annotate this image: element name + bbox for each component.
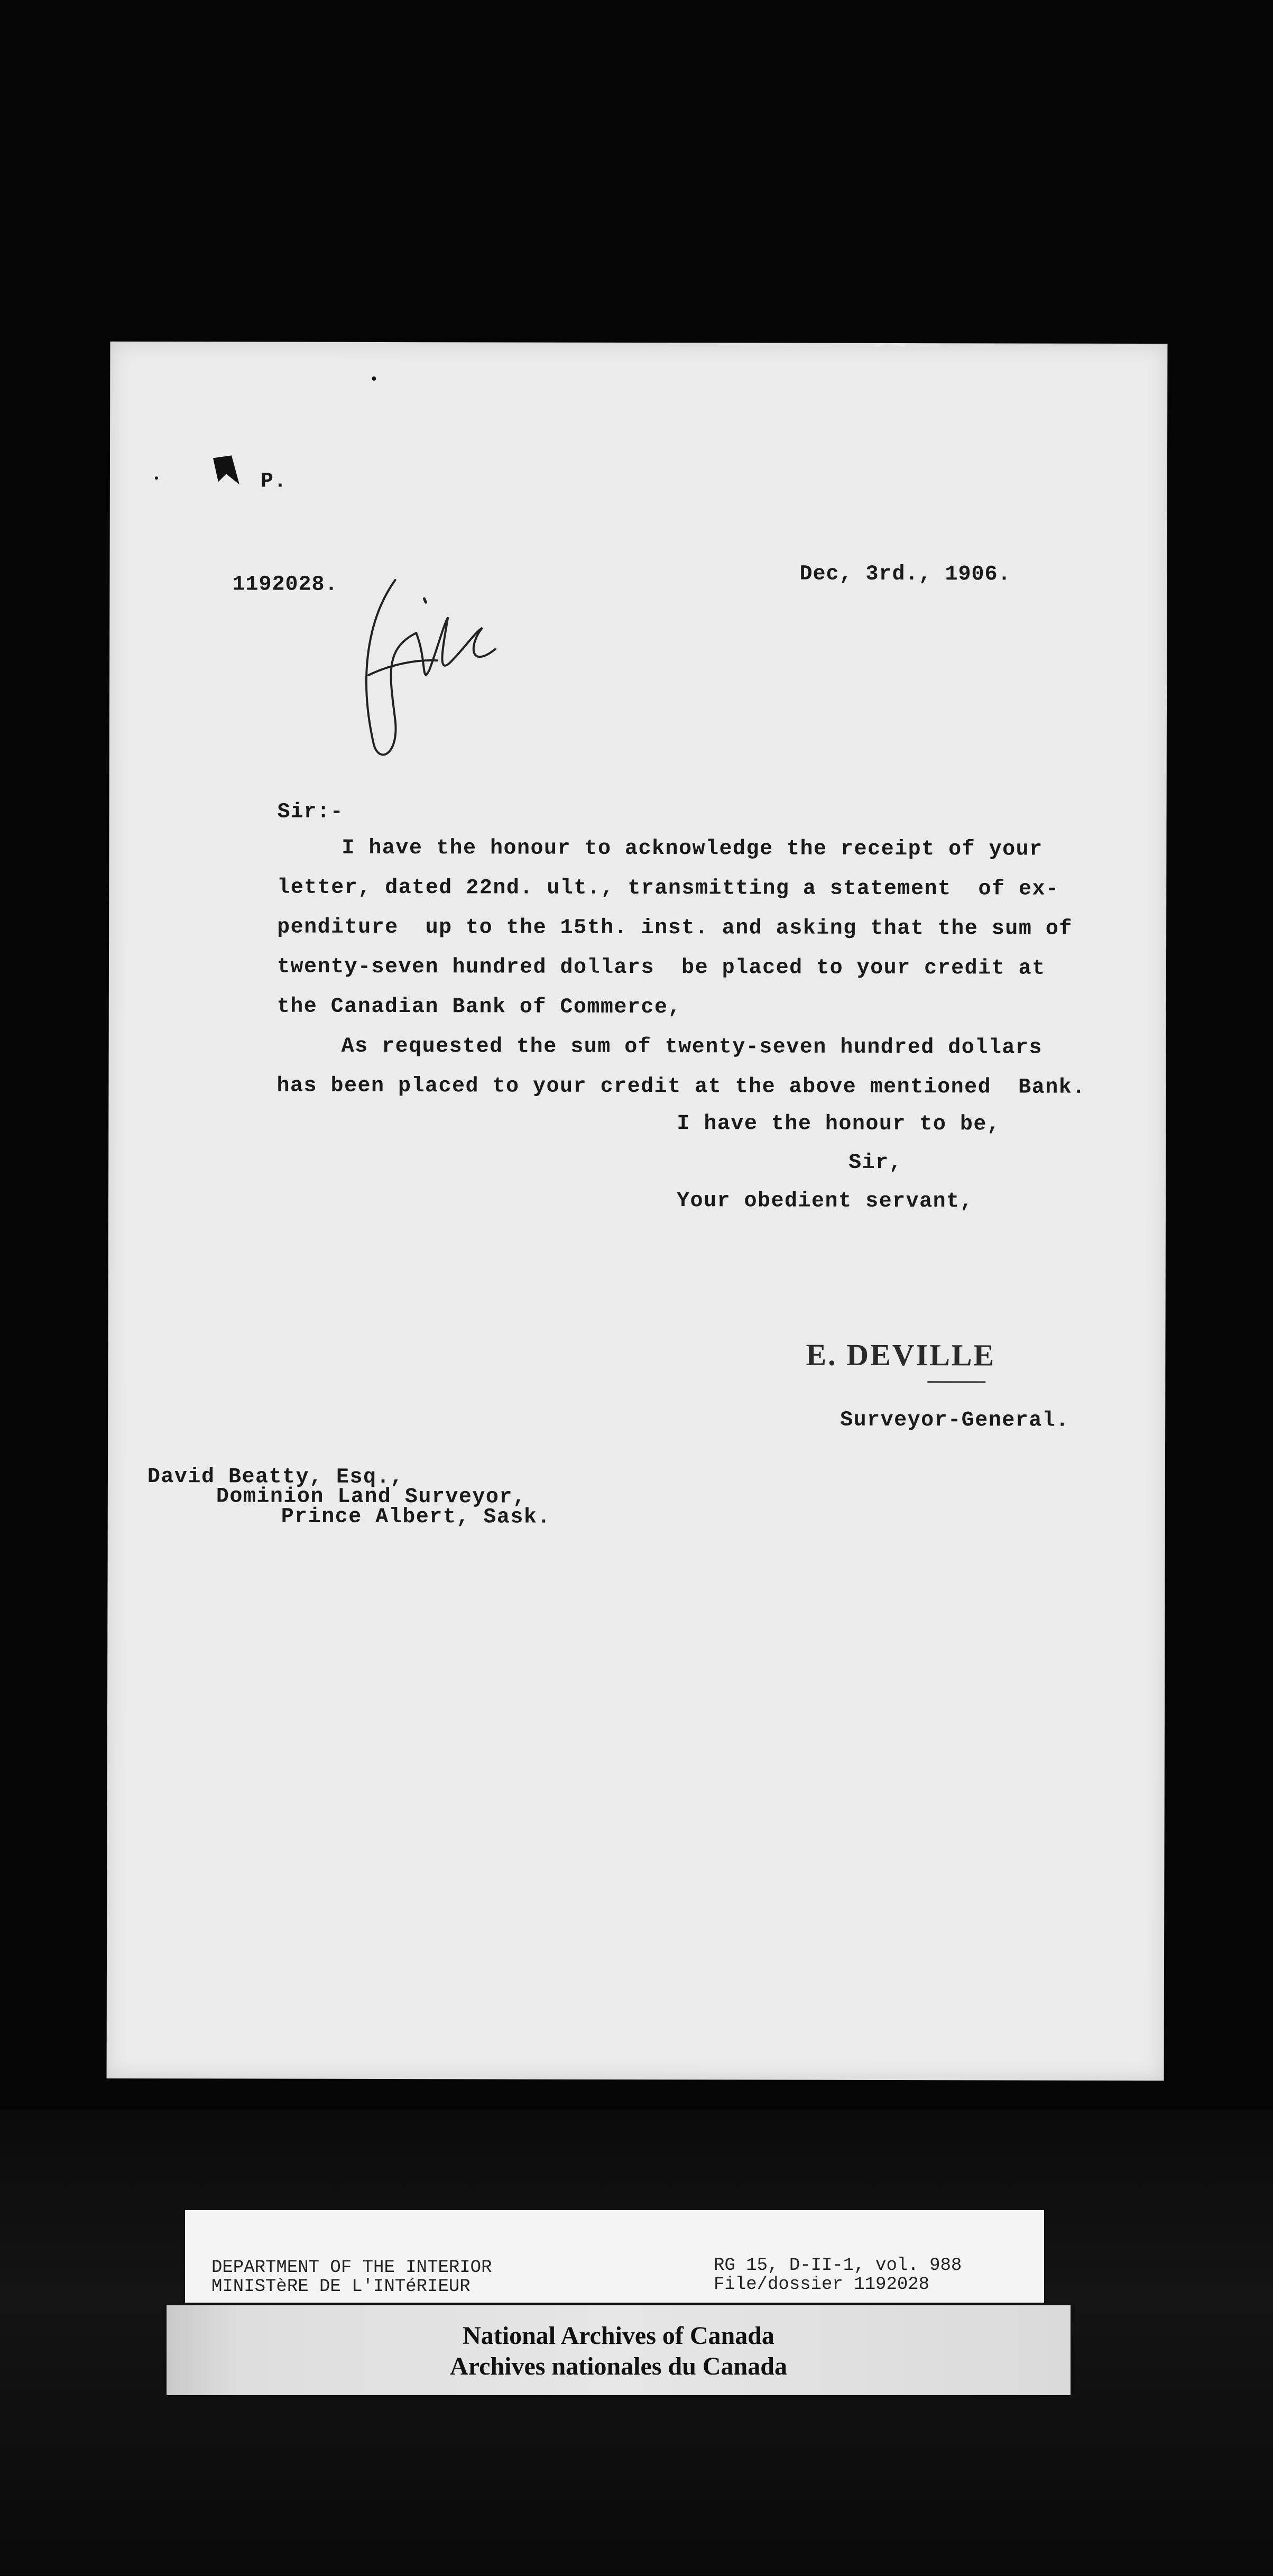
file-dossier-reference: File/dossier 1192028 <box>714 2275 930 2295</box>
signature-underline <box>927 1381 985 1383</box>
addressee-line: Prince Albert, Sask. <box>281 1505 551 1530</box>
signatory-title: Surveyor-General. <box>840 1408 1069 1433</box>
archives-name-en: National Archives of Canada <box>463 2322 774 2350</box>
body-line: twenty-seven hundred dollars be placed to your credit at <box>276 955 1046 981</box>
addressee-line: David Beatty, Esq., <box>147 1465 404 1490</box>
corner-arrow-mark <box>210 453 242 490</box>
department-fr: MINISTèRE DE L'INTéRIEUR <box>211 2277 471 2297</box>
body-line: the Canadian Bank of Commerce, <box>276 995 681 1020</box>
letter-page <box>107 342 1168 2081</box>
archive-reference-label <box>185 2210 1044 2303</box>
archives-name-fr: Archives nationales du Canada <box>450 2352 787 2380</box>
body-line: penditure up to the 15th. inst. and asking that the sum of <box>277 915 1073 941</box>
body-line: has been placed to your credit at the above mentioned Bank. <box>276 1074 1086 1100</box>
body-line: letter, dated 22nd. ult., transmitting a statement of ex- <box>277 876 1059 901</box>
national-archives-strip <box>167 2305 1071 2395</box>
closing-line: Your obedient servant, <box>676 1189 974 1214</box>
stray-dot <box>372 376 376 381</box>
corner-mark-label: P. <box>260 470 287 494</box>
addressee-line: Dominion Land Surveyor, <box>216 1485 527 1510</box>
department-en: DEPARTMENT OF THE INTERIOR <box>211 2258 492 2278</box>
letter-date: Dec, 3rd., 1906. <box>799 562 1011 587</box>
file-number: 1192028. <box>232 573 338 597</box>
body-line: I have the honour to acknowledge the receipt of your <box>342 836 1043 862</box>
closing-line: Sir, <box>848 1151 903 1175</box>
record-group-reference: RG 15, D-II-1, vol. 988 <box>714 2256 962 2276</box>
body-line: As requested the sum of twenty-seven hundred dollars <box>341 1034 1043 1060</box>
stray-dot <box>155 476 158 480</box>
handwritten-file-annotation <box>337 569 512 771</box>
closing-line: I have the honour to be, <box>677 1112 1001 1137</box>
signature-stamp: E. DEVILLE <box>806 1337 996 1373</box>
salutation: Sir:- <box>277 800 344 824</box>
